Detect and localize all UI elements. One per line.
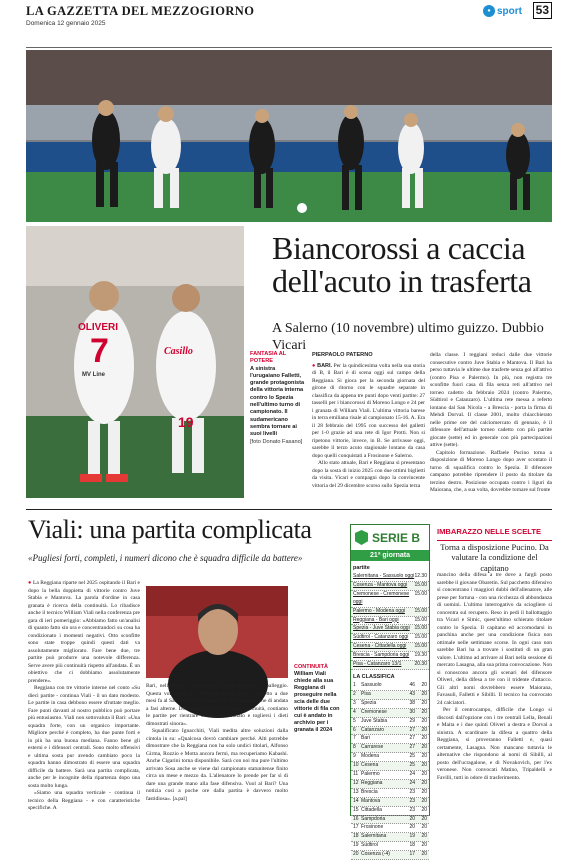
shirt-number: 7 [90,332,109,370]
standing-position: 9 [353,753,356,760]
standing-points: 46 [409,681,415,688]
serie-b-box [350,524,430,858]
match-time: 15.00 [414,616,427,623]
standing-team: Reggiana [361,779,383,786]
standings-row [351,824,429,833]
standing-position: 8 [353,744,356,751]
match-time: 20.30 [414,661,427,668]
match-row [351,661,429,670]
standing-position: 2 [353,690,356,697]
standing-played: 20 [421,726,427,733]
standings-row [351,709,429,718]
match-row [351,617,429,626]
standing-position: 13 [353,788,359,795]
coach-caption-kicker: CONTINUITÀ [294,664,328,670]
page-header [26,0,552,48]
standing-team: Bari [361,735,370,742]
standings-row [351,682,429,691]
section-logo [483,5,522,17]
story1-subhead: A Salerno (10 novembre) ultimo guizzo. Dubbio Vicari [272,321,544,353]
standing-points: 38 [409,699,415,706]
standing-points: 27 [409,744,415,751]
standing-played: 20 [421,833,427,840]
story1-paragraph-4: Capitolo formazione. Raffaele Pucino torna a disposizione di Moreno Longo dopo aver scontato il turno di squalifica contro lo Spezia. Il difensore campano potrebbe riprendere il posto da titolare da terzino destro. Posizione occupata contro i liguri da Maiorana, che, a sua volta, dovrebbe tornare sul fronte [430,449,552,493]
standing-played: 20 [421,842,427,849]
bullet-icon: ● [28,580,32,586]
section-logo-text: sport [497,5,522,17]
coach-caption [294,664,344,734]
standing-position: 12 [353,779,359,786]
celebration-illustration [26,226,244,498]
standing-points: 25 [409,762,415,769]
standing-played: 20 [421,699,427,706]
match-row [351,608,429,617]
standing-position: 17 [353,824,359,831]
dateline: Domenica 12 gennaio 2025 [26,20,106,27]
standing-team: Cosenza (-4) [361,851,390,858]
standing-team: Catanzaro [361,726,385,733]
story1-headline: Biancorossi a caccia dell'acuto in trasferta [272,230,532,299]
standings-row [351,789,429,798]
standings-row [351,851,429,860]
bullet-icon: ● [312,362,316,369]
serie-b-round: 21ª giornata [351,550,429,561]
standing-played: 20 [421,744,427,751]
standing-team: Sampdoria [361,815,386,822]
match-teams: Cosenza - Mantova oggi [353,581,408,588]
match-time: 15.00 [414,643,427,650]
standings-row [351,718,429,727]
standing-played: 20 [421,681,427,688]
coach-photo [146,586,288,678]
story2-paragraph-5: Squalificato Ignacchiti, Viali medita altre soluzioni dalla cintola in su: «Qualcosa dovrò cambiare perché. Alti potrebbe dimostrare che la Reggiana non ha solo undici titolari, Alfonso Girma, Rozzio e Motta ancora fermi, ma recuperiamo Kabashi. Anche Cigarini torna disponibile. Sarà con noi ma pure l'ultimo arrivato Sosa anche se viene dal campionato statunitense finito circa un mese e mezzo da. L'allenatore lo prende per far sì di dare una grande mano alla fase difensiva. Vuol al Bari? Una notizia cosi a poche ore dalla partita è davvero molto fastidiosa». [a.pal] [146,728,288,802]
standings-row [351,816,429,825]
story1-column-2 [430,352,552,512]
serie-b-header [351,525,429,550]
match-row [351,634,429,643]
standings-table [351,682,429,860]
match-time: 15.00 [414,625,427,632]
serie-b-title: SERIE B [372,530,421,545]
standing-points: 19 [409,833,415,840]
standing-team: Brescia [361,788,378,795]
standing-points: 30 [409,708,415,715]
standing-played: 20 [421,717,427,724]
standing-played: 20 [421,851,427,858]
standing-position: 5 [353,717,356,724]
standing-points: 23 [409,806,415,813]
standing-played: 20 [421,690,427,697]
masthead: LA GAZZETTA DEL MEZZOGIORNO [26,4,255,18]
standing-played: 20 [421,753,427,760]
standing-position: 4 [353,708,356,715]
standing-team: Cittadella [361,806,382,813]
standing-team: Cremonese [361,708,387,715]
standing-played: 20 [421,771,427,778]
standing-team: Pisa [361,690,371,697]
match-teams: Brescia - Sampdoria oggi [353,652,410,659]
story2-headline: Viali: una partita complicata [28,515,312,544]
standing-team: Juve Stabia [361,717,388,724]
standing-points: 27 [409,726,415,733]
match-row [351,643,429,652]
match-time: 19.30 [414,652,427,659]
standings-row [351,807,429,816]
shirt-number-right: 19 [178,414,194,430]
match-time: 15.00 [414,581,427,588]
celebration-photo [26,226,244,498]
sidebar-paragraph-2: Per il centrocampo, difficile che Longo si discosti dall'opzione con i tre centrali Lella, Benali e Maita e i due quinti Oliveri a destra e Dorval a sinistra. A scardinare la difesa a quattro della Reggiana, si proveranno Falletti e, quasi certamente, Lasagna. Non mancano tuttavia le alternative che rispondono ai nomi di Sibilli, al posto dell'ucragalone, e di Novakovich, per l'ex veronese. Non convocati Matino, Tripaldelli e Favilli, tutti in odore di trasferimento. [437,707,552,781]
standing-points: 17 [409,851,415,858]
standing-team: Modena [361,753,380,760]
serie-b-logo-icon [355,530,368,545]
caption-kicker: FANTASIA AL POTERE [250,351,287,365]
standing-played: 20 [421,779,427,786]
standing-points: 18 [409,842,415,849]
dateline-place: BARI. [317,362,333,369]
match-time: 12.30 [414,573,427,579]
standing-position: 11 [353,771,359,778]
standing-points: 23 [409,788,415,795]
standing-position: 7 [353,735,356,742]
standings-row [351,727,429,736]
match-action-photo [26,50,552,222]
story1-paragraph-2: Allo stato attuale, Bari e Reggiana si presentano dopo la sosta di inizio 2025 con due ottimi biglietti da visita. Vicari e compagni dopo la convincente vittoria del 29 dicembre scorso sullo Spezia terza [312,460,425,489]
standing-played: 20 [421,806,427,813]
standing-position: 19 [353,842,359,849]
standing-team: Spezia [361,699,377,706]
standing-played: 20 [421,788,427,795]
standings-row [351,700,429,709]
standing-played: 20 [421,824,427,831]
standing-points: 20 [409,824,415,831]
standing-position: 18 [353,833,359,840]
coach-illustration [146,586,288,678]
story1-paragraph-3: della classe. I reggiani reduci dalle due vittorie consecutive contro Juve Stabia e Mantova. Il Bari ha perso tuttavia le ultime due trasferte senza gol all'attivo (contro Pisa e Palermo). In più, non registra tre sconfitte fuori casa di fila senza reti all'attivo nel torneo cadetto da febbraio 2024 (contro Palermo, Südtirol e Catanzaro). L'ultima rete messa a referto lontano dal San Nicola - a Brescia - porta la firma di Mehdi Dorval. Il classe 2001, molto chiacchierato nelle prime ore del calciomercato di gennaio, è il difensore dell'attuale torneo cadetto con più partite giocate (sette) ed in generale con più partecipazioni attive (sette). [430,352,552,448]
standing-points: 27 [409,735,415,742]
standing-played: 20 [421,815,427,822]
standing-played: 20 [421,797,427,804]
byline: PIERPAOLO PATERNO [312,352,373,358]
standing-team: Mantova [361,797,381,804]
match-row [351,591,429,608]
section-divider [26,509,552,510]
story2-paragraph-2: Reggiana con tre vittorie interne nel conto «Su dieci partite - continua Viali - il un dato modesto. Le partite in casa debbono essere sfruttate meglio. Fare punti davanti al nostro pubblico può portare più entusiasmo. Viali non sottovaluta il Bari: «Una squadra forte, con un organico importante. Migliore perché è completo, ha due punte forti e in più ha una buona mediana. Fanno bene gli esterni e i difensori centrali. Sono molto offensivi e ultima sosta pur avendo cambiato poco la squadra hanno dimostrato di essere una squadra difficile da battere. Sarà una partita complicata, anche per le incognite della ripartenza dopo una sosta molto lunga. [28,685,140,789]
story2-paragraph-4: Bari, nell'andata, avevamo una buona mezzora di palleggio. Questa volta sarà un confronto molto diverso rispetto a due mesi fa al San Nicola. Sarà specchio di tutto un girone di andata a fasi alterne. Dobbiamo trovare la giusta continuità, contiamo le partite per rientrare subito nel risultato e togliersi i dieti dimostrati sinora». [146,683,288,727]
standings-row [351,798,429,807]
standing-position: 15 [353,806,359,813]
standing-points: 29 [409,717,415,724]
sidebar-subhead: Torna a disposizione Pucino. Da valutare la condizione del capitano [440,543,549,573]
standing-position: 20 [353,851,359,858]
match-row [351,582,429,591]
standings-row [351,771,429,780]
standing-played: 20 [421,708,427,715]
standings-label: LA CLASSIFICA [353,673,395,680]
match-row [351,625,429,634]
match-teams: Salernitana - Sassuolo oggi [353,573,415,579]
ball-icon: ● [483,5,495,17]
coach-caption-body: William Viali chiede alla sua Reggiana di proseguire nella scia delle due vittorie di fila con cui è andato in archivio per i granata il 2024 [294,671,340,733]
photo-caption [250,351,306,446]
standings-row [351,691,429,700]
story2-paragraph-3: «Siamo una squadra verticale - continua il tecnico della Reggiana - e con caratteristiche specifiche. A [28,790,140,811]
standings-row [351,762,429,771]
story2-paragraph-1: La Reggiana riparte nel 2025 ospitando il Bari e dopo la bella doppietta di vittorie contro Juve Stabia e Mantova. La parola d'ordine in casa granata è ricerca della continuità. Lo ribadisce anche il tecnico William Viali nella conferenza pre gara di ieri pomeriggio: «Abbiamo fatto un'analisi di quanto fatto sin ora e concentrandoci su cosa ha condizionato i momenti negativi. Otto sconfitte sono state troppe quindi questi dati va assolutamente migliorato. Fare bene due, tre partite può produrre una notevole differenza. Serve avere più continuità rispetto all'andata. È un obiettivo che ci dobbiamo assolutamente prendere». [28,580,141,684]
photo-credit: [foto Donato Fasano] [250,438,303,445]
shirt-sponsor: Casillo [164,346,193,357]
standing-position: 1 [353,681,356,688]
match-row [351,573,429,582]
standing-team: Cesena [361,762,379,769]
standing-position: 16 [353,815,359,822]
match-time: 15.00 [414,634,427,641]
standing-team: Südtirol [361,842,378,849]
page-number: 53 [533,2,552,19]
standing-position: 14 [353,797,359,804]
standing-team: Palermo [361,771,380,778]
standings-row [351,735,429,744]
match-teams: Südtirol - Catanzaro oggi [353,634,409,641]
standing-team: Carrarese [361,744,384,751]
standing-points: 23 [409,797,415,804]
match-teams: Spezia - Juve Stabia oggi [353,625,410,632]
story2-column-2 [146,683,288,816]
story2-subhead: «Pugliesi forti, completi, i numeri dicono che è squadra difficile da battere» [28,553,303,563]
standing-position: 10 [353,762,359,769]
sidebar-paragraph-1: mancino della difesa a tre dove a fargli posto sarebbe il giovane Obaretin. Sul pacchetto difensivo si concentrano i maggiori dubbi dell'allenatore, alle prese per fortuna - con una ricchezza di abbondanza di uomini. L'ultimo interrogativo da sciogliere si concentra sul recupero. Reso in pedi il ballottaggio tra Vicari e Simic, quest'ultimo schierato titolare contro lo Spezia. Il capitano ed accomodarsi in panchina anche per una condizione fisica non ottimale nelle settimane scorse. In ogni caso non sarebbe Bari ha a trovare i sostituti di un gran valore. L'ultimo ad arrivare al Bari nella sessione di mercato Lasagna, alla sua prima convocazione. Non si conoscono ancora gli scenari del difensore Oliveri, della difesa a tre con il tridente d'attacco. Gli altri nomi dovrebbero essere Maiorana, Favasuli, Falletti e Sibilli. Il tecnico ha convocato 24 calciatori. [437,572,553,706]
story2-column-1 [28,580,140,816]
match-teams: Cremonese - Cremonese oggi [353,590,410,605]
standing-points: 24 [409,771,415,778]
standing-team: Sassuolo [361,681,382,688]
standing-position: 3 [353,699,356,706]
standing-points: 25 [409,753,415,760]
standing-played: 20 [421,735,427,742]
match-teams: Cesena - Cittadella oggi [353,643,407,650]
standing-team: Salernitana [361,833,387,840]
standings-row [351,842,429,851]
sidebar-rule [437,540,552,541]
matches-list [351,573,429,670]
sidebar-title: IMBARAZZO NELLE SCELTE [437,527,542,536]
sidebar-column [437,572,552,816]
match-time: 15.00 [414,590,427,597]
match-row [351,652,429,661]
match-teams: Pisa - Catanzaro 13/1 [353,661,402,668]
match-teams: Palermo - Modena oggi [353,607,405,614]
standings-row [351,833,429,842]
match-time: 15.00 [414,607,427,614]
standings-row [351,753,429,762]
matches-label: partite [353,565,370,571]
shirt-name: OLIVERI [78,322,119,333]
standing-points: 24 [409,779,415,786]
match-teams: Reggiana - Bari oggi [353,616,399,623]
story1-column-1 [312,352,425,512]
story1-paragraph-1: Per la quindicesima volta nella sua storia di B, il Bari è di scena oggi sul campo della Reggiana. Si gioca per la seconda giornata del girone di ritorno con le squadre separate in classifica da appena tre punti dopo venti partite: 27 tasselli per i biancorossi di Moreno Longo e 24 per i granata di William Viali. L'ultima vittoria barese in terra emiliana risale al campionato 15-16. A. Era il 28 febbraio del 1995 con successo dei galletti per 1-0 grazie ad una rete di Igor Protti. Non si ripetono vittorie, invece, in B. Se arrivasse oggi, sarebbe il terzo acuto stagionale lontano da casa dopo quelli conquistati a Frosinone e Salerno. [312,362,425,459]
match-action-illustration [26,50,552,222]
standing-team: Frosinone [361,824,384,831]
standing-position: 6 [353,726,356,733]
standing-played: 20 [421,762,427,769]
shirt-line-sponsor: MV Line [82,372,106,378]
standing-points: 43 [409,690,415,697]
standings-row [351,744,429,753]
standings-row [351,780,429,789]
caption-body: A sinistra l'urugaiano Falletti, grande protagonista della vittoria interna contro lo Spezia nell'ultimo turno di campionato. Il sudamericano sembra tornare ai suoi livelli [250,365,305,438]
standing-points: 20 [409,815,415,822]
